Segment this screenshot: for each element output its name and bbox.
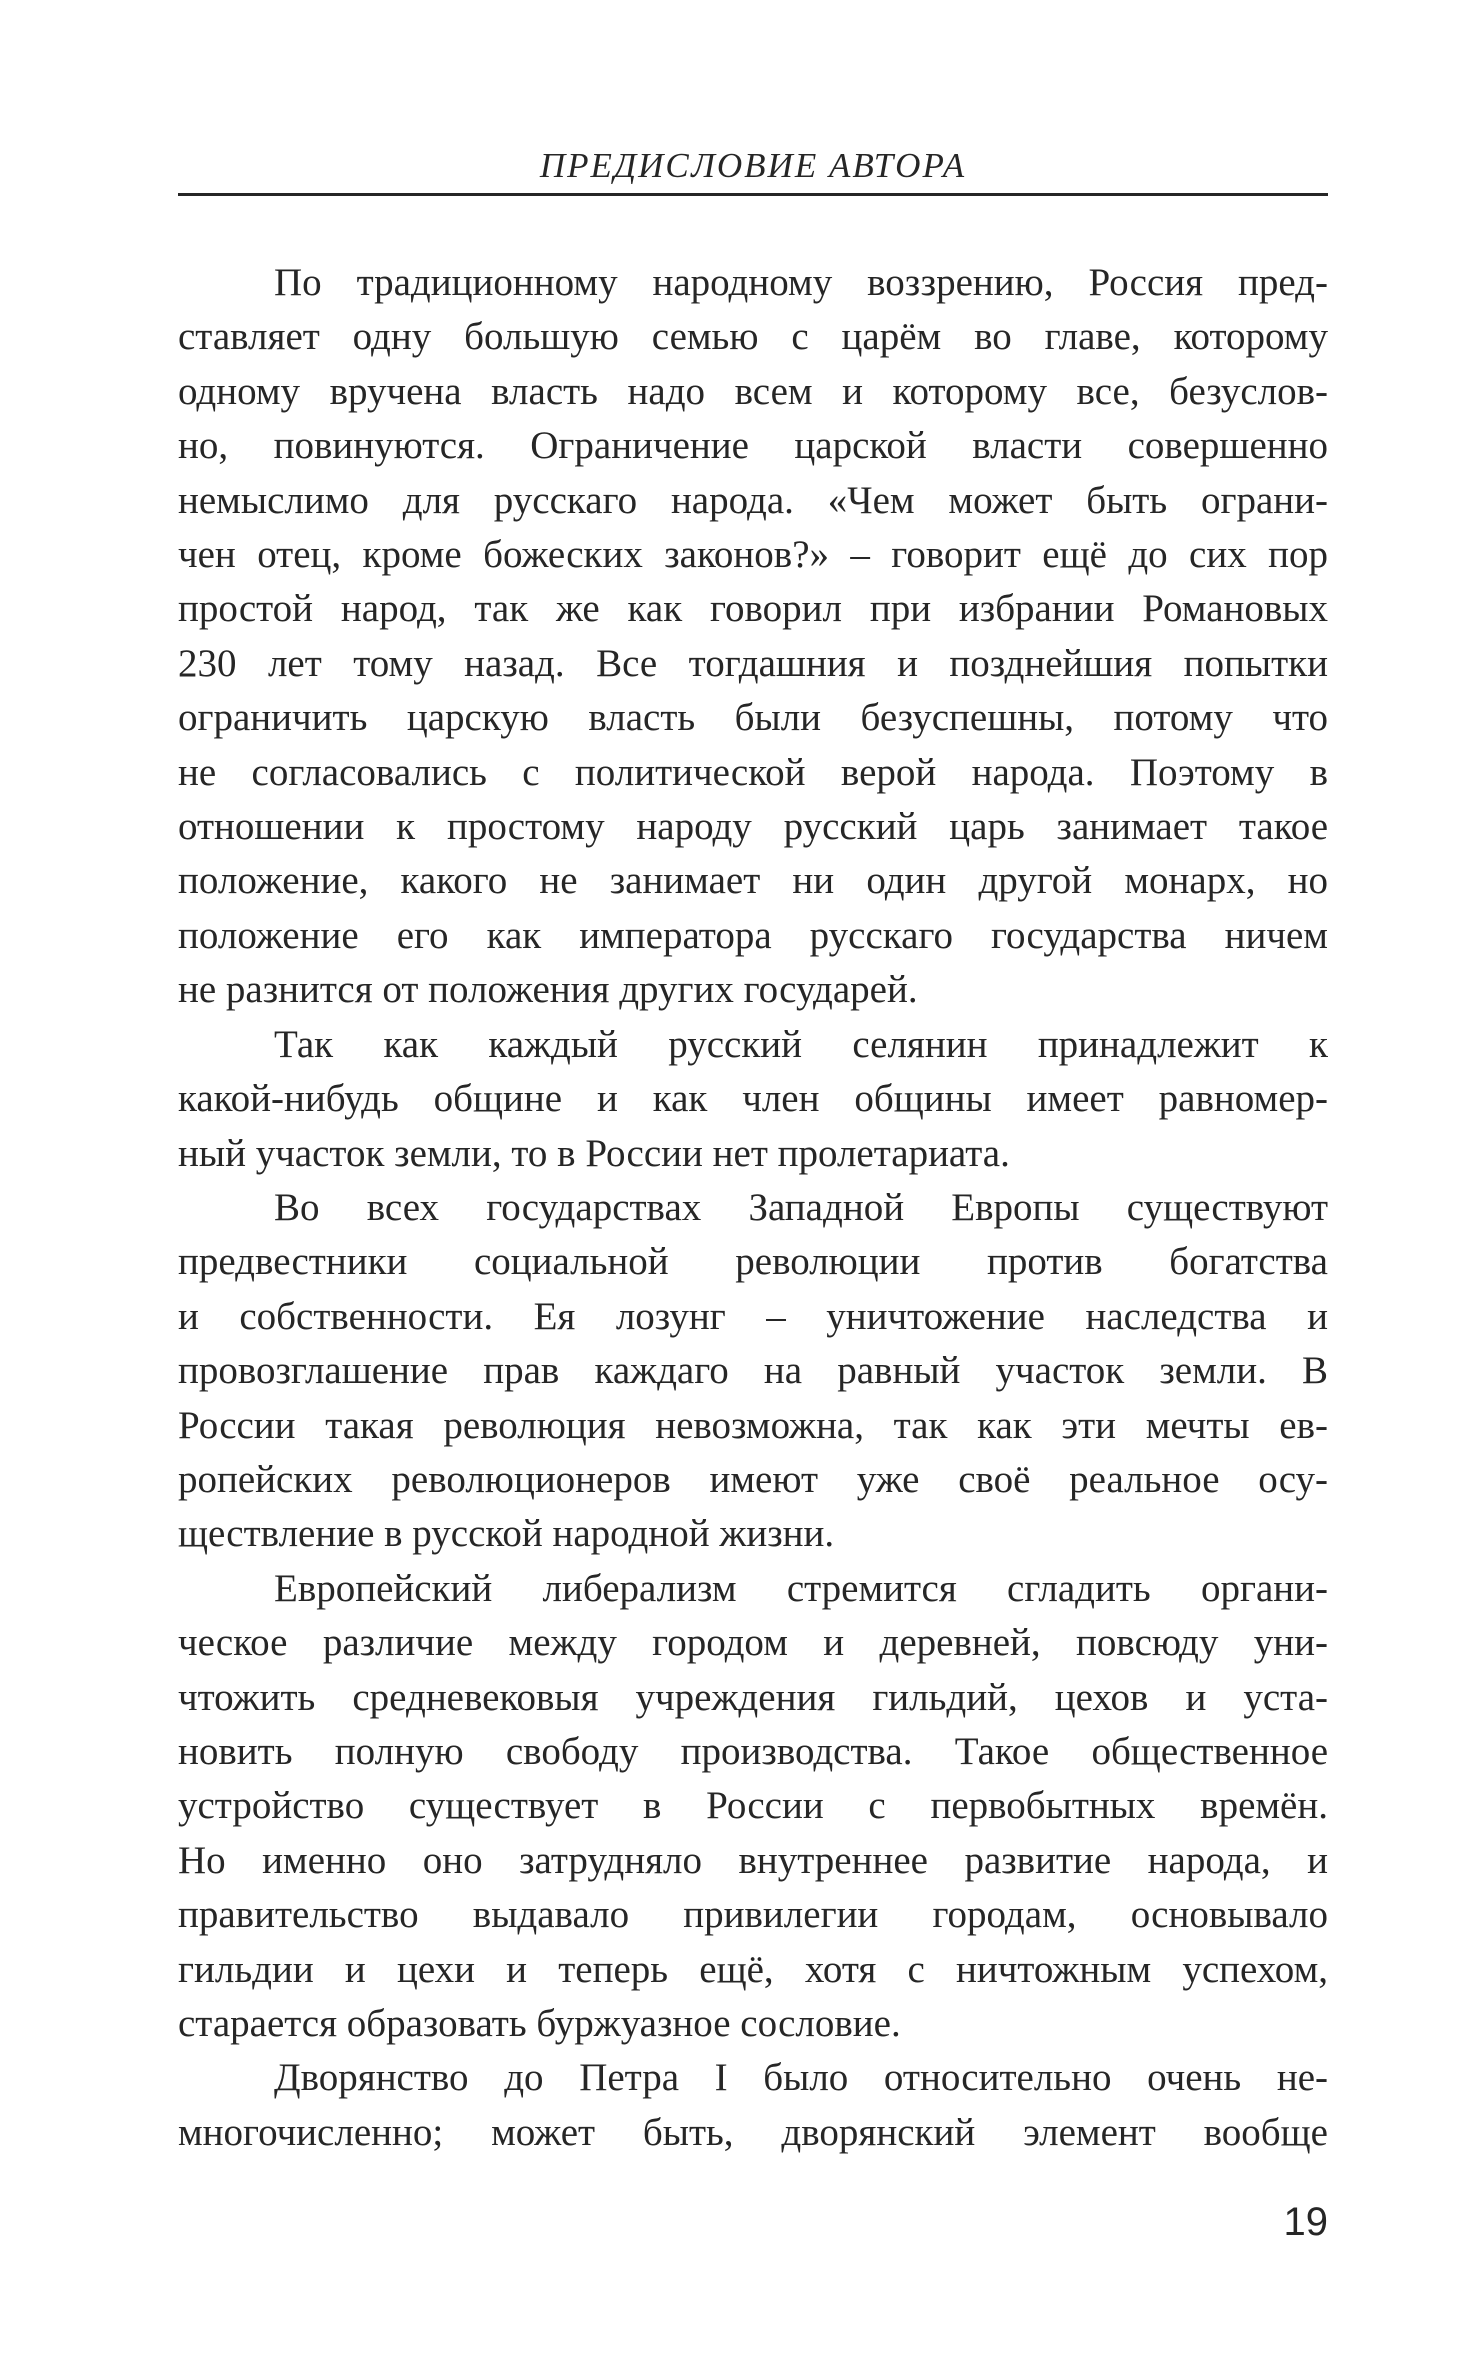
text-body	[178, 256, 1328, 2160]
text-line: ропейских революционеров имеют уже своё реальное осу-	[178, 1457, 1328, 1501]
paragraph	[178, 256, 1328, 1018]
text-line: ществление в русской народной жизни.	[178, 1512, 835, 1556]
text-line: предвестники социальной революции против богатства	[178, 1240, 1328, 1284]
paragraph	[178, 1018, 1328, 1181]
paragraph	[178, 2051, 1328, 2160]
text-line: гильдии и цехи и теперь ещё, хотя с ничтожным успехом,	[178, 1947, 1328, 1991]
text-line: провозглашение прав каждаго на равный участок земли. В	[178, 1349, 1328, 1393]
text-line: какой-нибудь общине и как член общины имеет равномер-	[178, 1077, 1328, 1121]
page-number: 19	[1283, 2200, 1328, 2244]
text-line: положение его как императора русскаго государства ничем	[178, 913, 1328, 957]
text-line: ставляет одну большую семью с царём во главе, которому	[178, 315, 1328, 359]
text-line: новить полную свободу производства. Такое общественное	[178, 1729, 1328, 1773]
text-line: не согласовались с политической верой народа. Поэтому в	[178, 750, 1328, 794]
text-line: и собственности. Ея лозунг – уничтожение наследства и	[178, 1294, 1328, 1338]
text-line: чтожить средневековыя учреждения гильдий, цехов и уста-	[178, 1675, 1328, 1719]
text-line: многочисленно; может быть, дворянский элемент вообще	[178, 2110, 1328, 2154]
text-line: но, повинуются. Ограничение царской власти совершенно	[178, 424, 1328, 468]
text-line: Дворянство до Петра I было относительно очень не-	[274, 2056, 1328, 2100]
text-line: ный участок земли, то в России нет пролетариата.	[178, 1131, 1010, 1175]
text-line: По традиционному народному воззрению, Россия пред-	[274, 261, 1328, 304]
text-line: Европейский либерализм стремится сгладить органи-	[274, 1566, 1328, 1610]
text-line: правительство выдавало привилегии городам, основывало	[178, 1893, 1328, 1937]
running-header: ПРЕДИСЛОВИЕ АВТОРА	[539, 146, 967, 185]
text-line: России такая революция невозможна, так как эти мечты ев-	[178, 1403, 1328, 1447]
text-line: не разнится от положения других государей.	[178, 968, 918, 1012]
text-line: Во всех государствах Западной Европы существуют	[274, 1185, 1328, 1229]
text-line: старается образовать буржуазное сословие.	[178, 2002, 901, 2045]
text-line: 230 лет тому назад. Все тогдашния и позднейшия попытки	[178, 641, 1328, 685]
paragraph	[178, 1181, 1328, 1562]
text-line: одному вручена власть надо всем и которому все, безуслов-	[178, 369, 1328, 413]
text-line: немыслимо для русскаго народа. «Чем может быть ограни-	[178, 478, 1328, 522]
text-line: устройство существует в России с первобытных времён.	[178, 1784, 1328, 1828]
text-line: Так как каждый русский селянин принадлежит к	[274, 1022, 1328, 1066]
text-line: чен отец, кроме божеских законов?» – говорит ещё до сих пор	[178, 533, 1328, 577]
text-line: ческое различие между городом и деревней, повсюду уни-	[178, 1621, 1328, 1665]
text-line: отношении к простому народу русский царь занимает такое	[178, 805, 1328, 849]
text-line: простой народ, так же как говорил при избрании Романовых	[178, 587, 1328, 631]
paragraph	[178, 1562, 1328, 2052]
text-line: положение, какого не занимает ни один другой монарх, но	[178, 859, 1328, 903]
header-rule	[178, 193, 1328, 196]
text-line: ограничить царскую власть были безуспешны, потому что	[178, 696, 1328, 740]
text-line: Но именно оно затрудняло внутреннее развитие народа, и	[178, 1838, 1328, 1882]
